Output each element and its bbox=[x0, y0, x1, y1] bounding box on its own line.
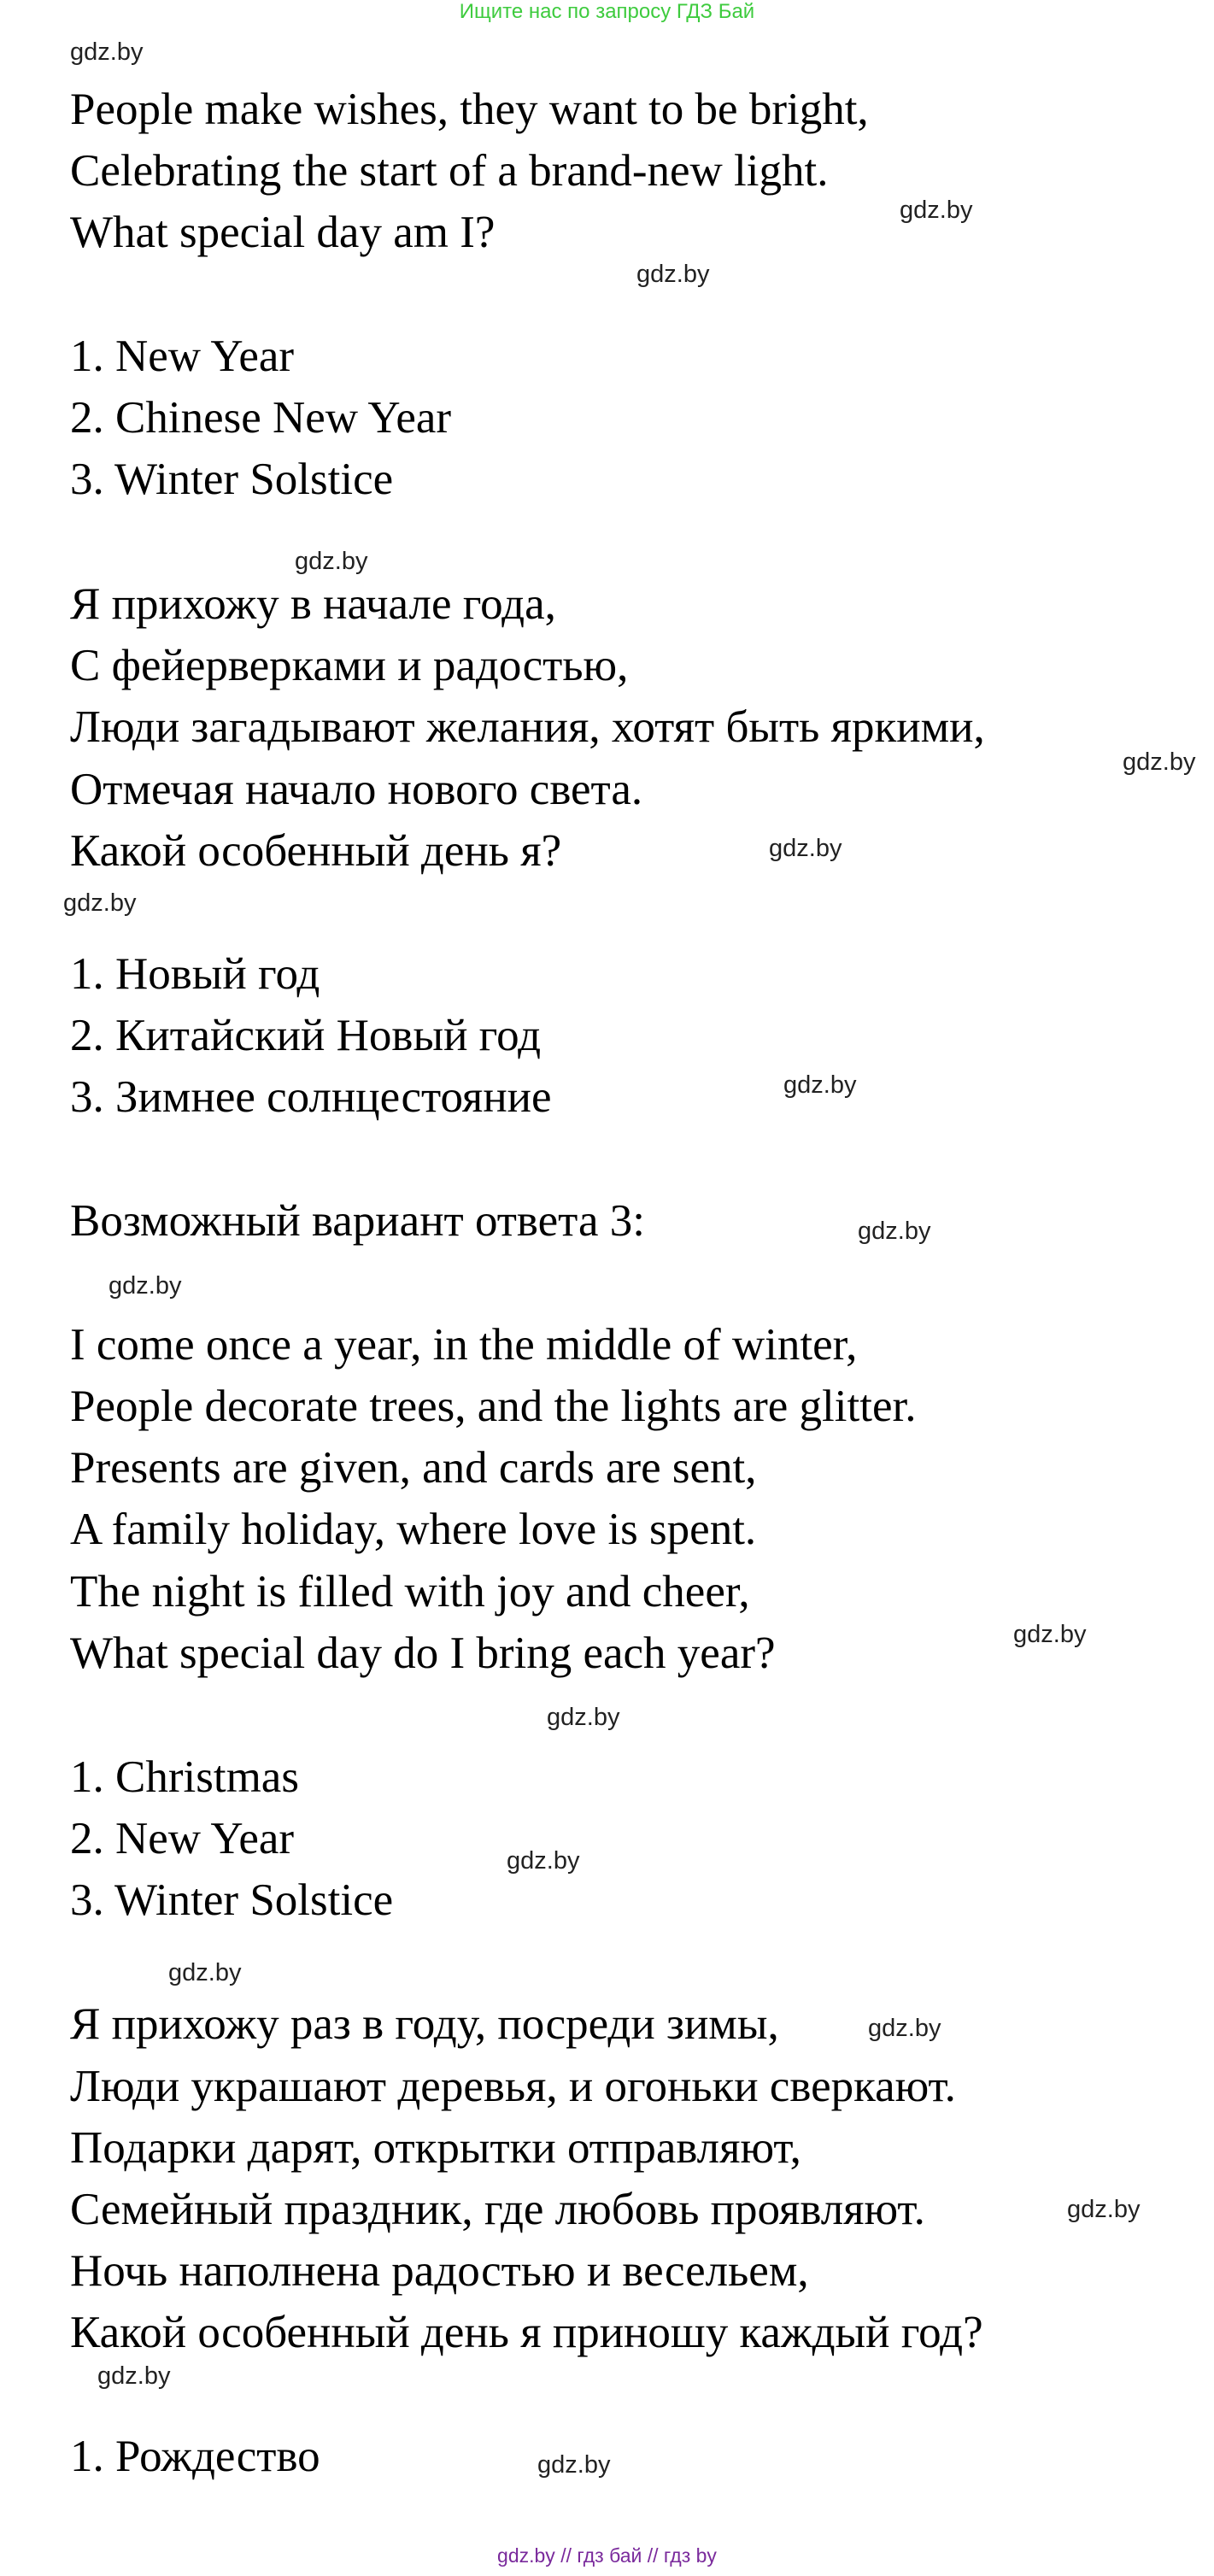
watermark: gdz.by bbox=[295, 548, 368, 575]
text-line: 1. Новый год bbox=[70, 949, 320, 999]
text-line: A family holiday, where love is spent. bbox=[70, 1505, 757, 1554]
top-banner[interactable]: Ищите нас по запросу ГДЗ Бай bbox=[459, 0, 755, 23]
watermark: gdz.by bbox=[1067, 2196, 1141, 2223]
watermark: gdz.by bbox=[1123, 748, 1196, 776]
text-line: 1. New Year bbox=[70, 332, 295, 381]
text-line: Я прихожу раз в году, посреди зимы, bbox=[70, 1999, 779, 2049]
text-line: С фейерверками и радостью, bbox=[70, 641, 629, 690]
text-line: 3. Winter Solstice bbox=[70, 455, 394, 504]
text-line: What special day am I? bbox=[70, 208, 496, 257]
text-line: 2. Китайский Новый год bbox=[70, 1011, 542, 1060]
text-line: Celebrating the start of a brand-new light. bbox=[70, 146, 829, 196]
text-line: 3. Зимнее солнцестояние bbox=[70, 1072, 552, 1122]
text-line: People decorate trees, and the lights are glitter. bbox=[70, 1382, 917, 1431]
text-line: 1. Christmas bbox=[70, 1752, 299, 1802]
watermark: gdz.by bbox=[868, 2015, 941, 2042]
text-line: What special day do I bring each year? bbox=[70, 1628, 776, 1678]
text-line: Presents are given, and cards are sent, bbox=[70, 1443, 757, 1493]
text-line: Я прихожу в начале года, bbox=[70, 579, 556, 629]
watermark: gdz.by bbox=[507, 1847, 580, 1875]
text-line: Люди загадывают желания, хотят быть яркими, bbox=[70, 702, 985, 752]
text-line: 3. Winter Solstice bbox=[70, 1875, 394, 1925]
watermark: gdz.by bbox=[97, 2362, 171, 2390]
text-line: 2. Chinese New Year bbox=[70, 393, 452, 443]
text-line: Ночь наполнена радостью и весельем, bbox=[70, 2246, 809, 2296]
text-line: People make wishes, they want to be bright, bbox=[70, 85, 869, 134]
watermark: gdz.by bbox=[537, 2451, 611, 2479]
text-line: The night is filled with joy and cheer, bbox=[70, 1567, 750, 1617]
text-line: Отмечая начало нового света. bbox=[70, 765, 643, 814]
watermark: gdz.by bbox=[168, 1959, 242, 1986]
text-line: Люди украшают деревья, и огоньки сверкают. bbox=[70, 2062, 956, 2111]
text-line: Семейный праздник, где любовь проявляют. bbox=[70, 2185, 925, 2234]
watermark: gdz.by bbox=[108, 1272, 182, 1300]
watermark: gdz.by bbox=[1013, 1621, 1087, 1648]
text-line: Какой особенный день я? bbox=[70, 826, 562, 876]
text-line: Подарки дарят, открытки отправляют, bbox=[70, 2123, 801, 2173]
watermark: gdz.by bbox=[63, 889, 137, 917]
text-line: 1. Рождество bbox=[70, 2432, 320, 2481]
text-line: Возможный вариант ответа 3: bbox=[70, 1196, 645, 1246]
watermark: gdz.by bbox=[547, 1704, 620, 1731]
watermark: gdz.by bbox=[858, 1218, 931, 1245]
text-line: I come once a year, in the middle of winter, bbox=[70, 1320, 858, 1370]
watermark: gdz.by bbox=[70, 38, 144, 66]
watermark: gdz.by bbox=[900, 197, 973, 224]
watermark: gdz.by bbox=[636, 261, 710, 288]
text-line: Какой особенный день я приношу каждый год? bbox=[70, 2308, 983, 2357]
watermark: gdz.by bbox=[783, 1071, 857, 1099]
footer-links[interactable]: gdz.by // гдз бай // гдз by bbox=[497, 2544, 717, 2567]
text-line: 2. New Year bbox=[70, 1814, 295, 1863]
watermark: gdz.by bbox=[769, 835, 842, 862]
